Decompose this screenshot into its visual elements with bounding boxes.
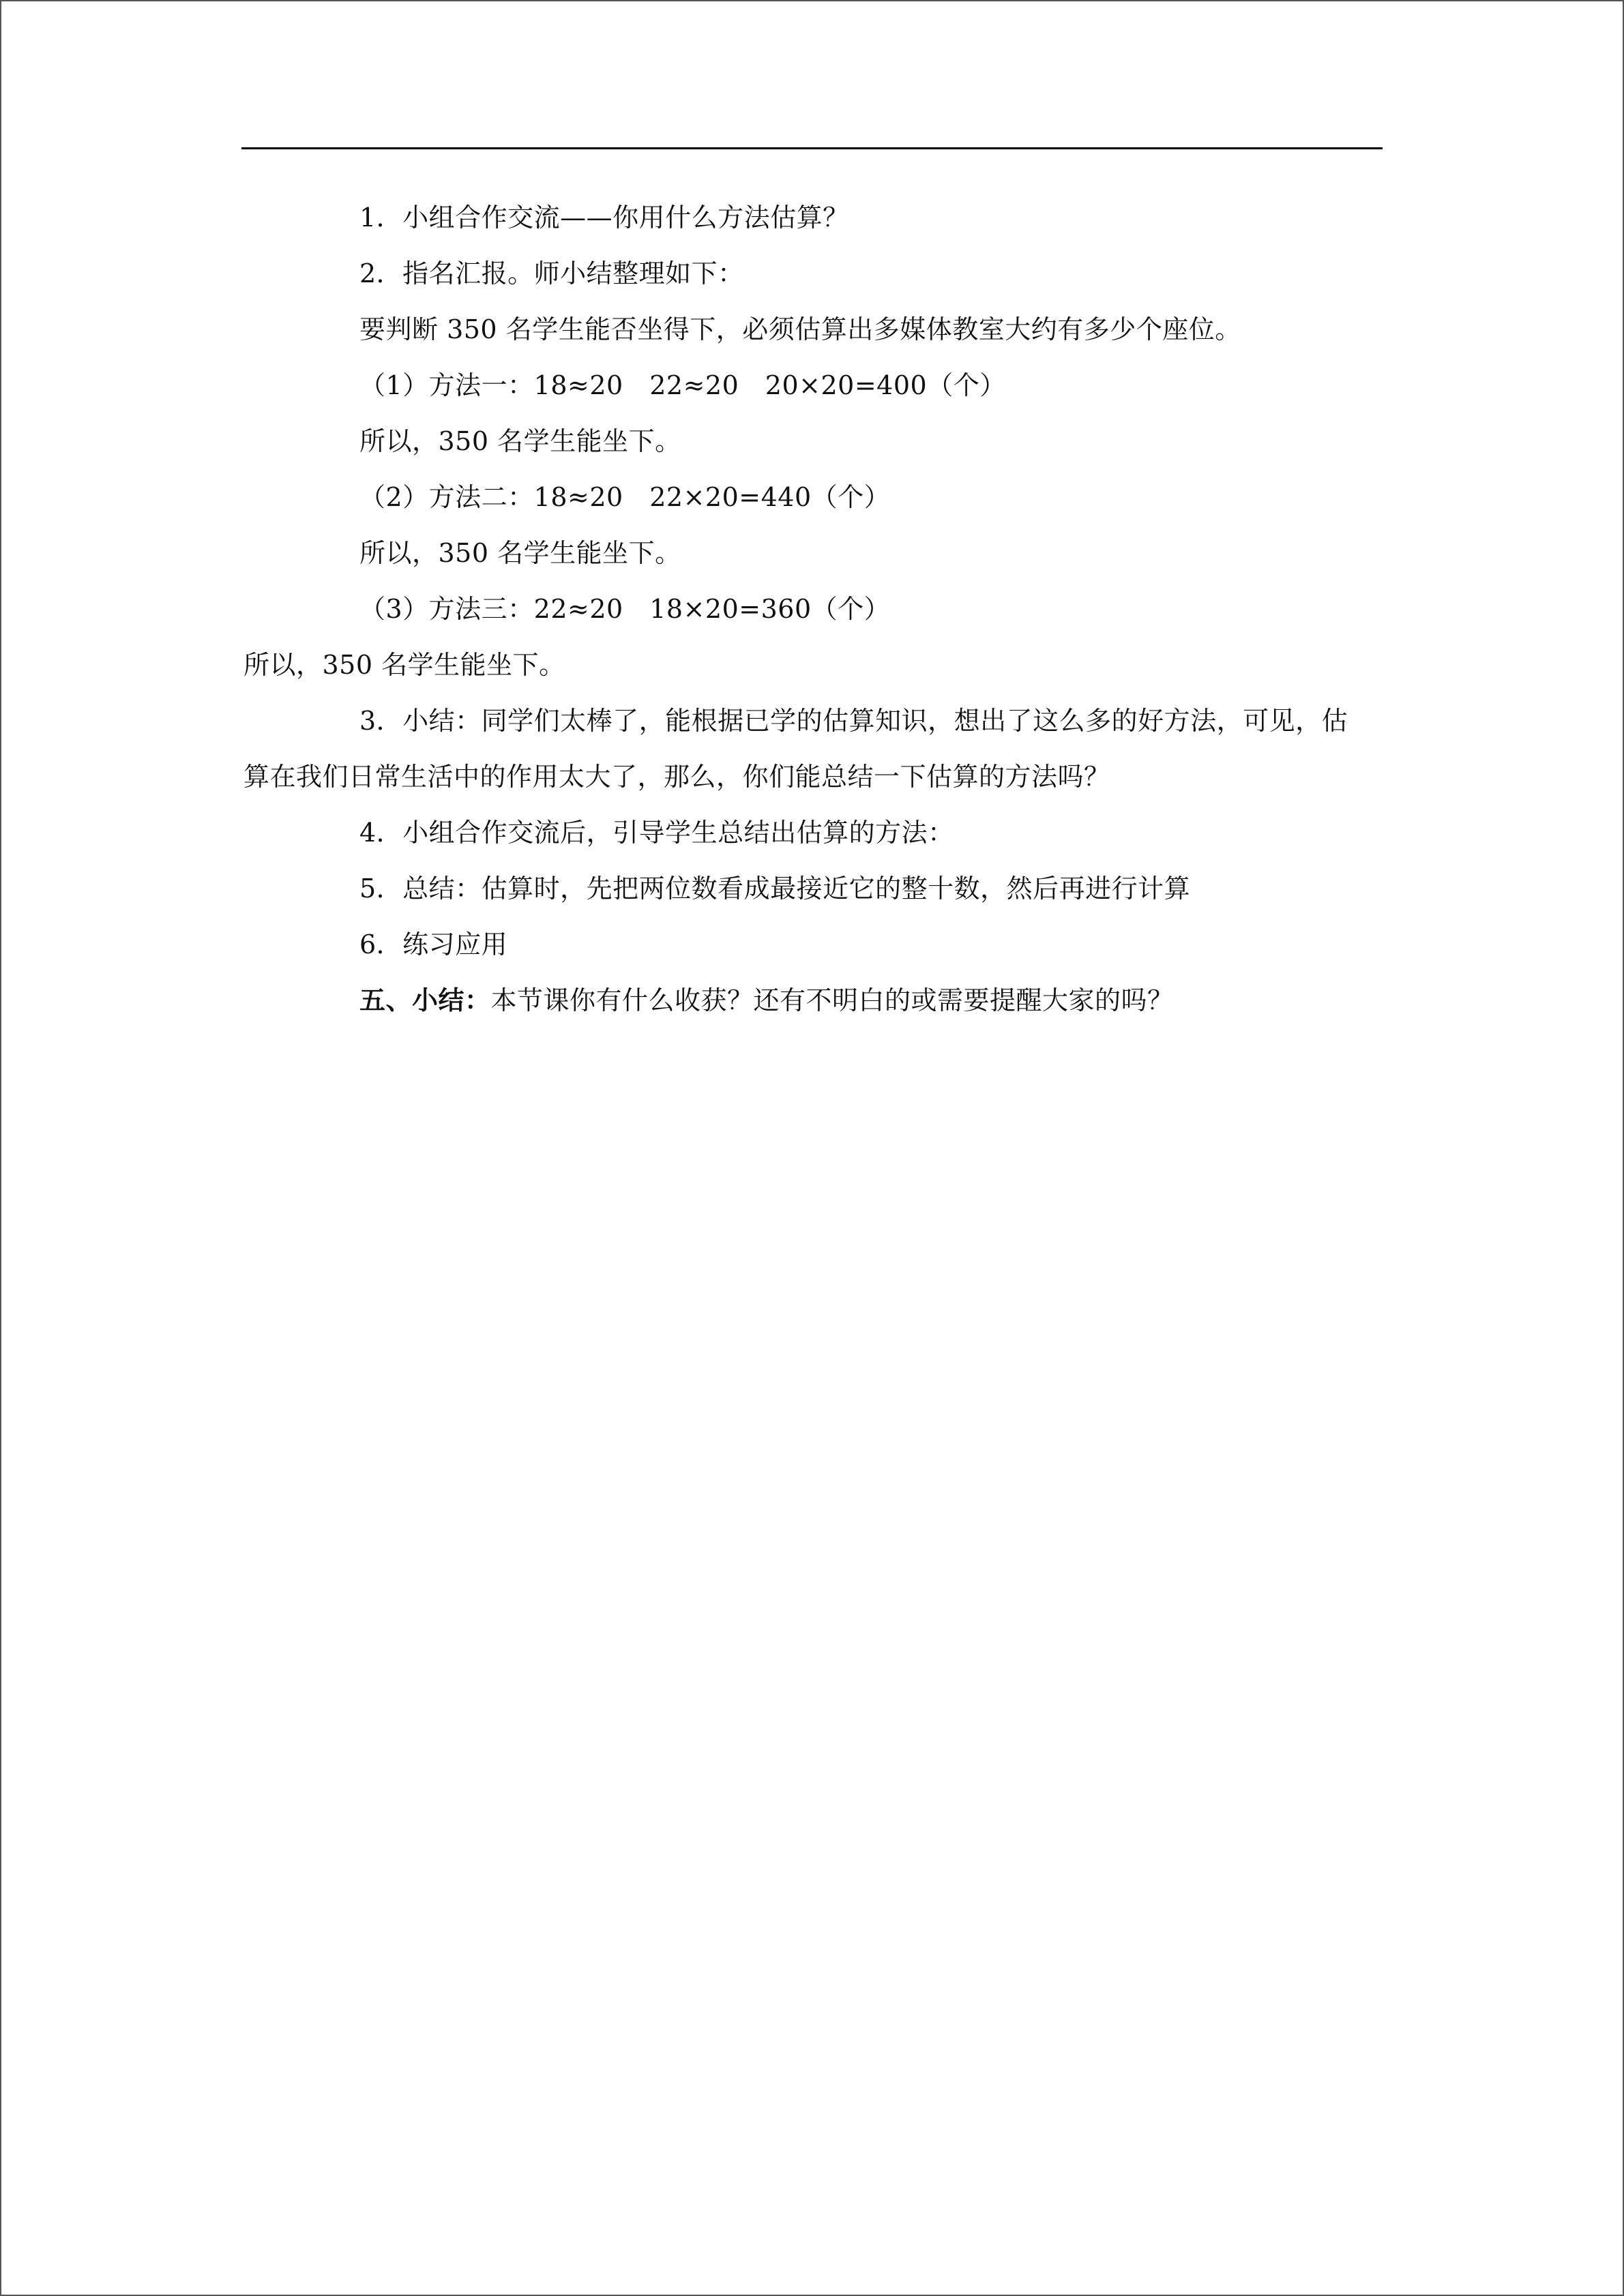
conclusion-line-2: 所以，350 名学生能坐下。 <box>359 538 681 568</box>
conclusion-line-1: 所以，350 名学生能坐下。 <box>359 426 681 456</box>
section-five <box>243 972 1359 1028</box>
method-two-line: （2）方法二：18≈20 22×20=440（个） <box>359 482 891 512</box>
document-body <box>243 190 1359 1028</box>
summary-paragraph: 3．小结：同学们太棒了，能根据已学的估算知识，想出了这么多的好方法，可见，估算在我们日常生活中的作用太大了，那么，你们能总结一下估算的方法吗？ <box>243 706 1348 792</box>
header-rule <box>241 147 1383 149</box>
text-line-2: 2．指名汇报。师小结整理如下： <box>359 258 744 288</box>
text-line-4: 4．小组合作交流后，引导学生总结出估算的方法： <box>359 818 954 848</box>
section-five-heading: 五、小结： <box>359 985 491 1015</box>
text-line-1: 1．小组合作交流——你用什么方法估算？ <box>359 203 849 233</box>
text-line-3: 要判断 350 名学生能否坐得下，必须估算出多媒体教室大约有多少个座位。 <box>359 314 1241 344</box>
method-one-line: （1）方法一：18≈20 22≈20 20×20=400（个） <box>359 370 1006 400</box>
method-three-line: （3）方法三：22≈20 18×20=360（个） <box>359 594 891 624</box>
text-line-5: 5．总结：估算时，先把两位数看成最接近它的整十数，然后再进行计算 <box>359 874 1191 904</box>
section-five-body: 本节课你有什么收获？还有不明白的或需要提醒大家的吗？ <box>490 985 1174 1015</box>
conclusion-line-3: 所以，350 名学生能坐下。 <box>243 650 565 680</box>
text-line-6: 6．练习应用 <box>359 929 508 959</box>
